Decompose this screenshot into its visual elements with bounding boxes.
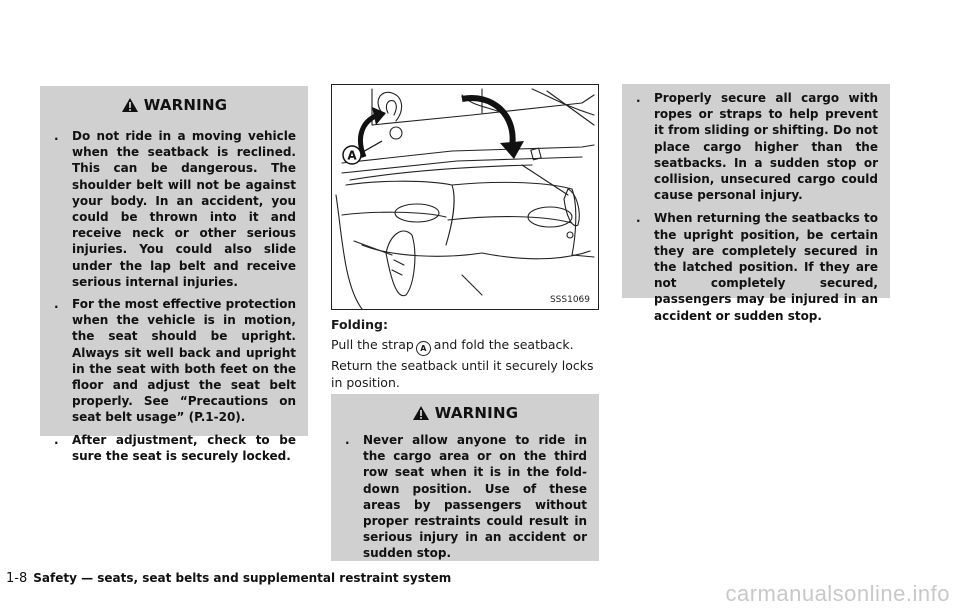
warning-box-cargo-continued xyxy=(622,84,890,323)
warning-item: . Never allow anyone to ride in the cargo area or on the third row seat when it is in the fold-down position. Use of these areas by passengers without proper restraints could result in serious injury in an accident or sudden stop. xyxy=(337,432,587,562)
footer-title: Safety — seats, seat belts and supplemental restraint system xyxy=(33,571,452,585)
warning-heading xyxy=(331,394,599,432)
warning-item: . For the most effective protection when the vehicle is in motion, the seat should be upright. Always sit well back and upright in the seat with both feet on the floor and adjust the seat belt properly. See “Precautions on seat belt usage” (P.1-20). xyxy=(46,296,296,426)
warning-item: . When returning the seatbacks to the upright position, be certain they are completely secured in the latched position. If they are not completely secured, passengers may be injured in an accident or sudden stop. xyxy=(628,210,878,323)
warning-triangle-icon xyxy=(121,97,139,117)
callout-a-marker: A xyxy=(416,341,431,356)
folding-step xyxy=(331,337,603,356)
warning-heading xyxy=(40,86,308,128)
warning-heading-text: WARNING xyxy=(434,404,519,422)
folding-step-text: Pull the strap xyxy=(331,337,414,352)
seat-folding-illustration xyxy=(331,84,599,310)
warning-box-cargo-area xyxy=(331,394,599,561)
figure-id: SSS1069 xyxy=(549,295,590,305)
page-number: 1-8 xyxy=(6,571,28,586)
warning-heading-text: WARNING xyxy=(143,96,228,114)
warning-item: . Do not ride in a moving vehicle when the seatback is reclined. This can be dangerous. The shoulder belt will not be against your body. In an accident, you could be thrown into it and receive neck or other serious injuries. You could also slide under the lap belt and receive serious internal injuries. xyxy=(46,128,296,290)
warning-item: . Properly secure all cargo with ropes or straps to help prevent it from sliding or shifting. Do not place cargo higher than the seatbacks. In a sudden stop or collision, unsecured cargo could cause personal injury. xyxy=(628,90,878,203)
callout-a-label: A xyxy=(347,148,357,163)
warning-box-seat-recline xyxy=(40,86,308,463)
seat-drawing xyxy=(332,85,598,309)
folding-step-text-end: and fold the seatback. xyxy=(433,337,574,352)
page-footer xyxy=(6,571,451,586)
folding-title: Folding: xyxy=(331,317,388,332)
warning-triangle-icon xyxy=(412,405,430,425)
return-instruction: Return the seatback until it securely locks in position. xyxy=(331,358,594,390)
warning-item: . After adjustment, check to be sure the seat is securely locked. xyxy=(46,432,296,464)
watermark: carmanualsonline.info xyxy=(725,581,950,606)
